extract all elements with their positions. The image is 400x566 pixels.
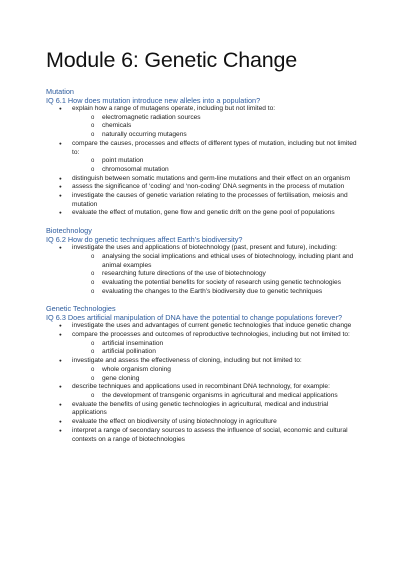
list-item: ● explain how a range of mutagens operate, including but not limited to:	[46, 105, 364, 114]
section-heading: Genetic Technologies	[46, 304, 116, 314]
list-item: ● interpret a range of secondary sources to assess the influence of social, economic and cultural contexts on a range of biotechnologies	[46, 427, 364, 444]
page-title: Module 6: Genetic Change	[46, 48, 297, 72]
sub-list-item: o electromagnetic radiation sources	[46, 114, 364, 123]
section-heading: Biotechnology	[46, 226, 92, 236]
list-item: ● evaluate the effect of mutation, gene flow and genetic drift on the gene pool of populations	[46, 209, 364, 218]
sections-container	[46, 87, 364, 444]
sub-list-item: o analysing the social implications and ethical uses of biotechnology, including plant and animal examples	[46, 253, 364, 270]
sub-list-item: o chromosomal mutation	[46, 166, 364, 175]
list-item: ● describe techniques and applications used in recombinant DNA technology, for example:	[46, 383, 364, 392]
list-item: ● investigate the uses and applications of biotechnology (past, present and future), including:	[46, 244, 364, 253]
sub-list-item: o the development of transgenic organisms in agricultural and medical applications	[46, 392, 364, 401]
section-mutation	[46, 87, 364, 218]
sub-list-item: o researching future directions of the use of biotechnology	[46, 270, 364, 279]
sub-list-item: o evaluating the changes to the Earth’s biodiversity due to genetic techniques	[46, 288, 364, 297]
section-genetic-technologies	[46, 304, 364, 444]
sub-list-item: o evaluating the potential benefits for society of research using genetic technologies	[46, 279, 364, 288]
content-list	[46, 105, 364, 218]
list-item: ● evaluate the effect on biodiversity of using biotechnology in agriculture	[46, 418, 364, 427]
sub-list-item: o artificial pollination	[46, 348, 364, 357]
section-heading: Mutation	[46, 87, 74, 96]
list-item: ● assess the significance of ‘coding’ and ‘non-coding’ DNA segments in the process of mutation	[46, 183, 364, 192]
list-item: ● compare the causes, processes and effects of different types of mutation, including but not limited to:	[46, 140, 364, 157]
sub-list-item: o point mutation	[46, 157, 364, 166]
sub-list-item: o whole organism cloning	[46, 366, 364, 375]
sub-list-item: o naturally occurring mutagens	[46, 131, 364, 140]
list-item: ● distinguish between somatic mutations and germ-line mutations and their effect on an organism	[46, 175, 364, 184]
list-item: ● evaluate the benefits of using genetic technologies in agricultural, medical and industrial applications	[46, 401, 364, 418]
inquiry-question: IQ 6.1 How does mutation introduce new alleles into a population?	[46, 96, 261, 105]
list-item: ● investigate the uses and advantages of current genetic technologies that induce genetic change	[46, 322, 364, 331]
content-list	[46, 244, 364, 296]
list-item: ● investigate and assess the effectiveness of cloning, including but not limited to:	[46, 357, 364, 366]
sub-list-item: o gene cloning	[46, 375, 364, 384]
list-item: ● compare the processes and outcomes of reproductive technologies, including but not limited to:	[46, 331, 364, 340]
inquiry-question: IQ 6.3 Does artificial manipulation of DNA have the potential to change populations forever?	[46, 313, 343, 323]
list-item: ● investigate the causes of genetic variation relating to the processes of fertilisation, meiosis and mutation	[46, 192, 364, 209]
sub-list-item: o chemicals	[46, 122, 364, 131]
sub-list-item: o artificial insemination	[46, 340, 364, 349]
section-biotechnology	[46, 226, 364, 296]
content-list	[46, 322, 364, 444]
inquiry-question: IQ 6.2 How do genetic techniques affect Earth’s biodiversity?	[46, 235, 243, 245]
